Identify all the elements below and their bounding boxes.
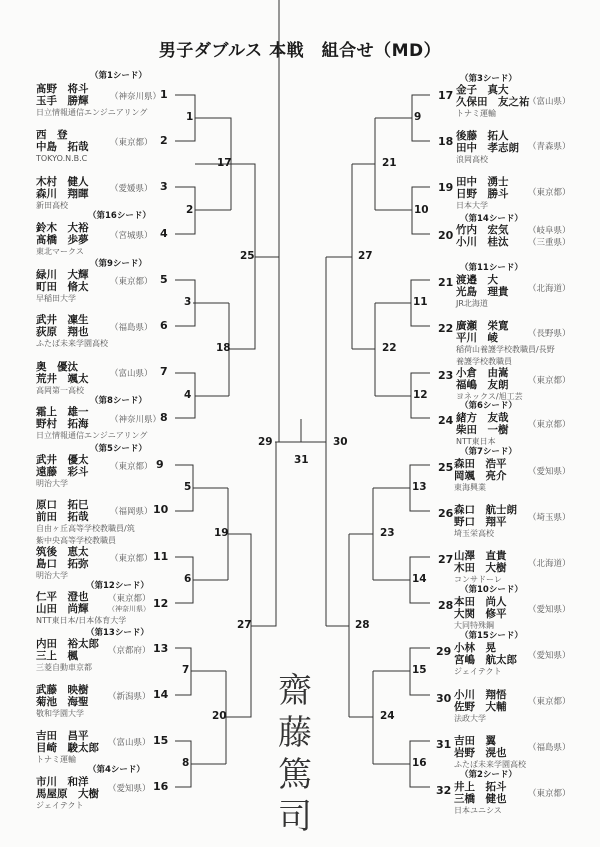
slot-number: 15 bbox=[153, 734, 169, 747]
seed-label: （第11シード） bbox=[460, 263, 523, 273]
seed-label: （第6シード） bbox=[460, 401, 517, 411]
entry-14: 武藤 映樹 菊池 海聖 敬和学園大学 bbox=[36, 684, 89, 718]
slot-number: 4 bbox=[160, 227, 168, 240]
slot-number: 10 bbox=[153, 503, 169, 516]
seed-label: （第14シード） bbox=[460, 214, 523, 224]
slot-number: 14 bbox=[153, 688, 169, 701]
entry-32: 井上 拓斗 三橋 健也 日本ユニシス bbox=[454, 781, 507, 815]
entry-31: 吉田 翼 岩野 滉也 ふたば未来学園高校 bbox=[454, 735, 526, 769]
match-number: 27 bbox=[237, 619, 252, 631]
slot-number: 13 bbox=[153, 642, 169, 655]
slot-number: 11 bbox=[153, 550, 169, 563]
entry-6: 武井 凜生 荻原 翔也 ふたば未来学園高校 bbox=[36, 314, 108, 348]
match-number: 21 bbox=[382, 157, 397, 169]
slot-number: 9 bbox=[156, 458, 164, 471]
entry-29: 小林 晃 宮嶋 航太郎 ジェイテクト bbox=[454, 642, 517, 676]
entry-7: 奥 優汰 荒井 颯太 高岡第一高校 bbox=[36, 361, 89, 395]
slot-number: 24 bbox=[438, 414, 454, 427]
seed-label: （第8シード） bbox=[90, 396, 147, 406]
match-number: 8 bbox=[182, 757, 190, 769]
entry-20: 竹内 宏気 小川 桂汰 bbox=[456, 224, 509, 248]
match-number: 12 bbox=[413, 389, 428, 401]
slot-number: 18 bbox=[438, 135, 454, 148]
seed-label: （第12シード） bbox=[86, 581, 149, 591]
entry-22: 廣瀬 栄寛 平川 崚 稲荷山養護学校教職員/長野養護学校教職員 bbox=[456, 320, 555, 366]
seed-label: （第4シード） bbox=[88, 765, 145, 775]
entry-3: 木村 健人 森川 翔暉 新田高校 bbox=[36, 176, 89, 210]
page-title: 男子ダブルス 本戦 組合せ（MD） bbox=[158, 41, 442, 61]
slot-number: 23 bbox=[438, 369, 454, 382]
match-number: 17 bbox=[217, 157, 232, 169]
entry-4: 鈴木 大裕 髙橋 歩夢 東北マークス bbox=[36, 222, 89, 256]
slot-number: 2 bbox=[160, 134, 168, 147]
match-number: 20 bbox=[212, 710, 227, 722]
slot-number: 1 bbox=[160, 88, 168, 101]
entry-10: 原口 拓巳 前田 拓哉 自由ヶ丘高等学校教職員/筑紫中央高等学校教職員 bbox=[36, 499, 135, 545]
entry-23: 小倉 由嵩 福嶋 友朗 ヨネックス/旭工芸 bbox=[456, 367, 523, 401]
slot-number: 27 bbox=[438, 553, 454, 566]
slot-number: 28 bbox=[438, 599, 454, 612]
match-number: 6 bbox=[184, 573, 192, 585]
slot-number: 12 bbox=[153, 597, 169, 610]
slot-number: 30 bbox=[436, 692, 452, 705]
slot-number: 26 bbox=[438, 507, 454, 520]
entry-9: 武井 優太 遠藤 彩斗 明治大学 bbox=[36, 454, 89, 488]
entry-21: 渡邉 大 光島 理貴 JR北海道 bbox=[456, 274, 509, 308]
match-number: 5 bbox=[184, 481, 192, 493]
slot-number: 5 bbox=[160, 273, 168, 286]
seed-label: （第1シード） bbox=[90, 71, 147, 81]
entry-17: 金子 真大 久保田 友之祐 トナミ運輸 bbox=[456, 84, 530, 118]
entry-26: 森口 航士朗 野口 翔平 埼玉栄高校 bbox=[454, 504, 517, 538]
slot-number: 31 bbox=[436, 738, 452, 751]
match-number: 22 bbox=[382, 342, 397, 354]
seed-label: （第7シード） bbox=[460, 447, 517, 457]
entry-15: 吉田 昌平 目崎 駿太郎 トナミ運輸 bbox=[36, 730, 99, 764]
match-number: 15 bbox=[412, 664, 427, 676]
match-number: 13 bbox=[412, 481, 427, 493]
slot-number: 3 bbox=[160, 180, 168, 193]
entry-2: 西 登 中島 拓哉 TOKYO.N.B.C bbox=[36, 129, 89, 163]
slot-number: 32 bbox=[436, 784, 452, 797]
final-number: 31 bbox=[294, 454, 309, 466]
seed-label: （第13シード） bbox=[86, 628, 149, 638]
seed-label: （第2シード） bbox=[460, 770, 517, 780]
slot-number: 7 bbox=[160, 365, 168, 378]
slot-number: 17 bbox=[438, 89, 454, 102]
match-number: 4 bbox=[184, 389, 192, 401]
semifinal-left-number: 29 bbox=[258, 436, 273, 448]
seed-label: （第3シード） bbox=[460, 74, 517, 84]
match-number: 24 bbox=[380, 710, 395, 722]
match-number: 27 bbox=[358, 250, 373, 262]
match-number: 25 bbox=[240, 250, 255, 262]
slot-number: 21 bbox=[438, 276, 454, 289]
match-number: 1 bbox=[186, 111, 194, 123]
match-number: 14 bbox=[412, 573, 427, 585]
entry-19: 田中 湧士 日野 勝斗 日本大学 bbox=[456, 176, 509, 210]
slot-number: 25 bbox=[438, 461, 454, 474]
match-number: 23 bbox=[380, 527, 395, 539]
seed-label: （第5シード） bbox=[90, 444, 147, 454]
seed-label: （第16シード） bbox=[88, 211, 151, 221]
match-number: 10 bbox=[414, 204, 429, 216]
slot-number: 8 bbox=[160, 411, 168, 424]
entry-16: 市川 和洋 馬屋原 大樹 ジェイテクト bbox=[36, 776, 99, 810]
slot-number: 20 bbox=[438, 229, 454, 242]
entry-25: 森田 浩平 岡颯 亮介 東海興業 bbox=[454, 458, 507, 492]
entry-8: 霜上 雄一 野村 拓海 日立情報通信エンジニアリング bbox=[36, 406, 148, 440]
match-number: 3 bbox=[184, 296, 192, 308]
seed-label: （第9シード） bbox=[90, 259, 147, 269]
entry-5: 緑川 大輝 町田 脩太 早稲田大学 bbox=[36, 269, 89, 303]
slot-number: 6 bbox=[160, 319, 168, 332]
entry-24: 緒方 友哉 柴田 一樹 NTT東日本 bbox=[456, 412, 509, 446]
match-number: 28 bbox=[355, 619, 370, 631]
entry-27: 山澤 直貴 木田 大樹 コンサドーレ bbox=[454, 550, 507, 584]
entry-28: 本田 尚人 大関 修平 大同特殊鋼 bbox=[454, 596, 507, 630]
match-number: 16 bbox=[412, 757, 427, 769]
entry-30: 小川 翔悟 佐野 大輔 法政大学 bbox=[454, 689, 507, 723]
slot-number: 16 bbox=[153, 780, 169, 793]
match-number: 9 bbox=[414, 111, 422, 123]
entry-11: 筑後 恵太 島口 拓弥 明治大学 bbox=[36, 546, 89, 580]
seed-label: （第15シード） bbox=[460, 631, 523, 641]
semifinal-right-number: 30 bbox=[333, 436, 348, 448]
entry-12: 仁平 澄也 山田 尚輝 NTT東日本/日本体育大学 bbox=[36, 591, 127, 625]
handwritten-signature: 齋藤篤司 bbox=[278, 671, 312, 837]
entry-1: 髙野 将斗 玉手 勝輝 日立情報通信エンジニアリング bbox=[36, 83, 148, 117]
match-number: 7 bbox=[182, 664, 190, 676]
seed-label: （第10シード） bbox=[460, 585, 523, 595]
slot-number: 29 bbox=[436, 645, 452, 658]
slot-number: 19 bbox=[438, 181, 454, 194]
slot-number: 22 bbox=[438, 322, 454, 335]
entry-13: 内田 裕太郎 三上 楓 三菱自動車京都 bbox=[36, 638, 99, 672]
match-number: 2 bbox=[186, 204, 194, 216]
match-number: 19 bbox=[214, 527, 229, 539]
entry-18: 後藤 拓人 田中 孝志朗 浪岡高校 bbox=[456, 130, 519, 164]
match-number: 11 bbox=[413, 296, 428, 308]
match-number: 18 bbox=[216, 342, 231, 354]
